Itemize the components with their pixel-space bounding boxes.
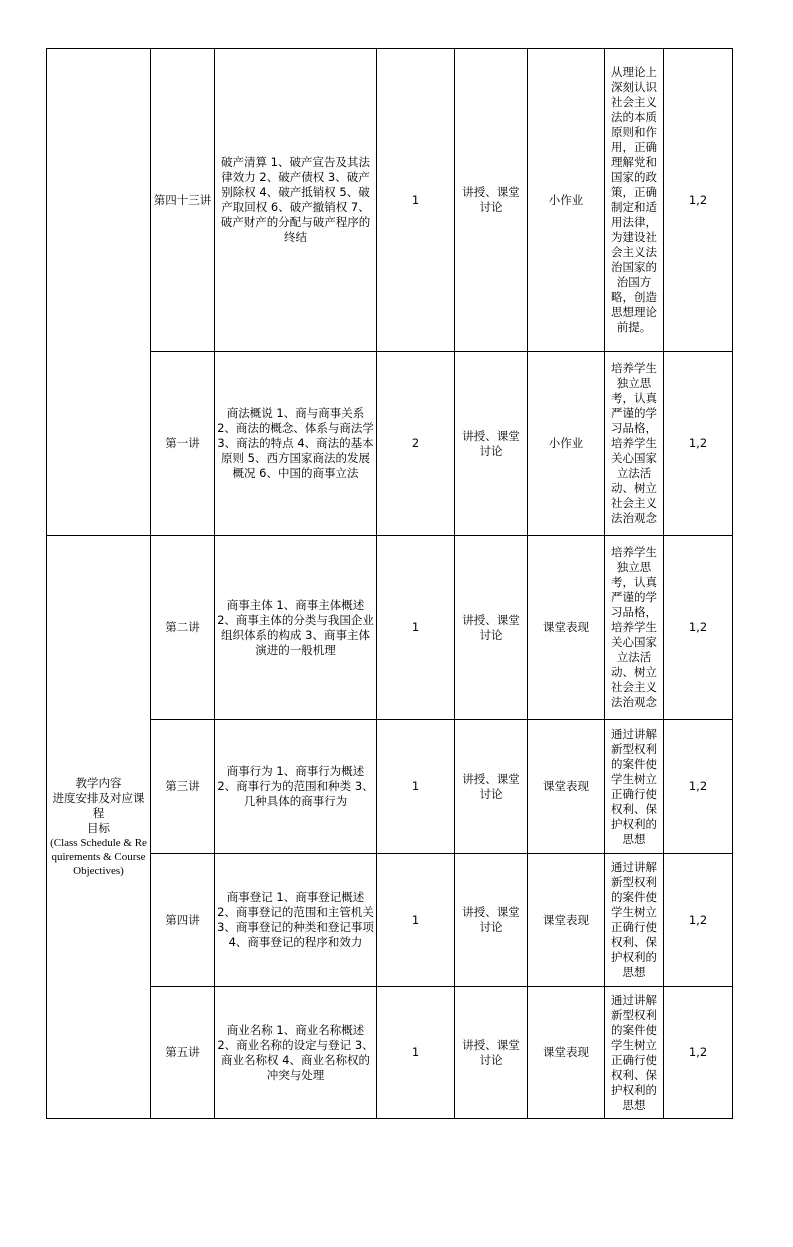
section-label-english: (Class Schedule & Requirements & Course Objectives) (50, 837, 147, 877)
content-cell: 破产清算 1、破产宣告及其法律效力 2、破产债权 3、破产别除权 4、破产抵销权 5、破产取回权 6、破产撤销权 7、破产财产的分配与破产程序的终结 (215, 49, 377, 352)
lecture-cell: 第五讲 (151, 987, 215, 1119)
lecture-cell: 第二讲 (151, 536, 215, 720)
hours-cell: 1 (377, 987, 455, 1119)
assessment-cell: 小作业 (528, 49, 605, 352)
content-cell: 商事行为 1、商事行为概述 2、商事行为的范围和种类 3、几种具体的商事行为 (215, 720, 377, 854)
goal-cell: 从理论上深刻认识社会主义法的本质原则和作用，正确理解党和国家的政策，正确制定和适用法律，为建设社会主义法治国家的治国方略，创造思想理论前提。 (605, 49, 664, 352)
section-label-line: 程 (92, 806, 105, 820)
method-cell: 讲授、课堂讨论 (455, 536, 528, 720)
content-cell: 商法概说 1、商与商事关系 2、商法的概念、体系与商法学 3、商法的特点 4、商法的基本原则 5、西方国家商法的发展概况 6、中国的商事立法 (215, 352, 377, 536)
hours-cell: 1 (377, 49, 455, 352)
assessment-cell: 课堂表现 (528, 720, 605, 854)
assessment-cell: 小作业 (528, 352, 605, 536)
content-cell: 商业名称 1、商业名称概述 2、商业名称的设定与登记 3、商业名称权 4、商业名称权的冲突与处理 (215, 987, 377, 1119)
method-cell: 讲授、课堂讨论 (455, 49, 528, 352)
section-blank-cell (47, 49, 151, 536)
objectives-cell: 1,2 (664, 536, 733, 720)
hours-cell: 2 (377, 352, 455, 536)
method-cell: 讲授、课堂讨论 (455, 987, 528, 1119)
goal-cell: 通过讲解新型权利的案件使学生树立正确行使权利、保护权利的思想 (605, 854, 664, 987)
objectives-cell: 1,2 (664, 987, 733, 1119)
lecture-cell: 第四讲 (151, 854, 215, 987)
method-cell: 讲授、课堂讨论 (455, 854, 528, 987)
assessment-cell: 课堂表现 (528, 536, 605, 720)
section-label-line: 进度安排及对应课 (52, 791, 145, 805)
hours-cell: 1 (377, 720, 455, 854)
method-cell: 讲授、课堂讨论 (455, 352, 528, 536)
hours-cell: 1 (377, 854, 455, 987)
objectives-cell: 1,2 (664, 49, 733, 352)
section-label-cell (47, 536, 151, 1119)
goal-cell: 培养学生独立思考，认真严谨的学习品格，培养学生关心国家立法活动、树立社会主义法治观念 (605, 536, 664, 720)
goal-cell: 培养学生独立思考，认真严谨的学习品格，培养学生关心国家立法活动、树立社会主义法治观念 (605, 352, 664, 536)
method-cell: 讲授、课堂讨论 (455, 720, 528, 854)
goal-cell: 通过讲解新型权利的案件使学生树立正确行使权利、保护权利的思想 (605, 720, 664, 854)
section-label-line: 教学内容 (75, 776, 122, 790)
lecture-cell: 第三讲 (151, 720, 215, 854)
table-row (47, 536, 733, 720)
assessment-cell: 课堂表现 (528, 987, 605, 1119)
hours-cell: 1 (377, 536, 455, 720)
assessment-cell: 课堂表现 (528, 854, 605, 987)
objectives-cell: 1,2 (664, 854, 733, 987)
content-cell: 商事登记 1、商事登记概述 2、商事登记的范围和主管机关 3、商事登记的种类和登记事项 4、商事登记的程序和效力 (215, 854, 377, 987)
objectives-cell: 1,2 (664, 720, 733, 854)
goal-cell: 通过讲解新型权利的案件使学生树立正确行使权利、保护权利的思想 (605, 987, 664, 1119)
table-row (47, 49, 733, 352)
objectives-cell: 1,2 (664, 352, 733, 536)
section-label-line: 目标 (87, 821, 110, 835)
schedule-table (46, 48, 733, 1119)
lecture-cell: 第一讲 (151, 352, 215, 536)
content-cell: 商事主体 1、商事主体概述 2、商事主体的分类与我国企业组织体系的构成 3、商事主体演进的一般机理 (215, 536, 377, 720)
lecture-cell: 第四十三讲 (151, 49, 215, 352)
